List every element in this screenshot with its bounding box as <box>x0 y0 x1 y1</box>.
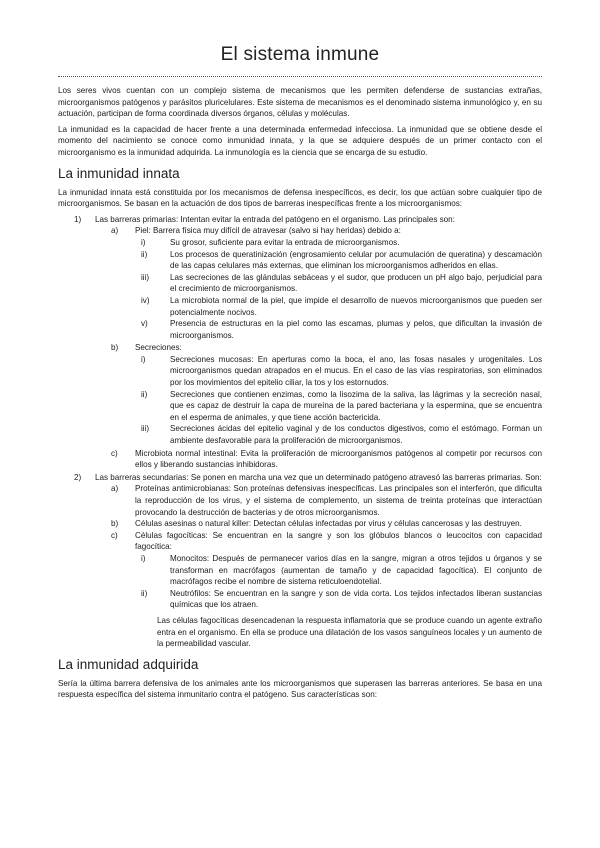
list-item <box>141 295 542 318</box>
list-text: Los procesos de queratinización (engrosamiento celular por acumulación de queratina) y descamación de las capas celulares más externas, que eliminan los microorganismos adheridos en ellas. <box>170 249 542 271</box>
list-item-secondary <box>74 472 542 484</box>
list-text: Piel: Barrera física muy difícil de atravesar (salvo si hay heridas) debido a: <box>135 226 401 236</box>
intro-paragraph-2: La inmunidad es la capacidad de hacer frente a una determinada enfermedad infecciosa. La inmunidad que se obtiene desde el momento del nacimiento se conoce como inmunidad innata, y la que se adquiere después de un primer contacto con el microorganismo es la inmunidad adquirida. La inmunología es la ciencia que se encarga de su estudio. <box>58 124 542 157</box>
title-divider <box>58 76 542 77</box>
list-marker: ii) <box>141 249 148 259</box>
list-marker: b) <box>111 519 119 529</box>
list-marker: iii) <box>141 272 150 282</box>
list-text: Secreciones que contienen enzimas, como la lisozima de la saliva, las lágrimas y la secreción nasal, que es capaz de destruir la capa de mureína de la pared bacteriana y la espermina, que se encuentra en el esperma de animales, y que tiene acción bactericida. <box>170 389 542 422</box>
list-item <box>141 237 542 249</box>
list-text: Proteínas antimicrobianas: Son proteínas defensivas inespecíficas. Las principales son el interferón, que dificulta la reproducción de los virus, y el sistema de complemento, un sistema de treinta proteínas que interactúan provocando la destrucción de bacterias y de otros microorganismos. <box>135 484 542 517</box>
list-marker: iii) <box>141 424 150 434</box>
acquired-heading: La inmunidad adquirida <box>58 656 199 672</box>
list-item-primary <box>74 214 542 226</box>
list-item <box>141 318 542 341</box>
list-item <box>111 483 542 518</box>
list-marker: c) <box>111 530 118 540</box>
list-item <box>111 530 542 553</box>
list-text: Secreciones: <box>135 343 182 353</box>
list-marker: b) <box>111 343 119 353</box>
list-text: Las barreras secundarias: Se ponen en marcha una vez que un determinado patógeno atravesó las barreras primarias. Son: <box>95 472 542 482</box>
list-marker: a) <box>111 484 119 494</box>
list-item <box>141 272 542 295</box>
list-text: Presencia de estructuras en la piel como las escamas, plumas y pelos, que dificultan la invasión de microorganismos. <box>170 319 542 340</box>
list-marker: a) <box>111 226 119 236</box>
list-marker: ii) <box>141 588 148 598</box>
list-item <box>141 354 542 389</box>
list-item-skin <box>111 225 542 237</box>
innate-intro: La inmunidad innata está constituida por los mecanismos de defensa inespecíficos, es decir, los que actúan sobre cualquier tipo de microorganismos. Se basan en la actuación de dos tipos de barreras inespecíficas frente a los microorganismos: <box>58 187 542 209</box>
list-item <box>141 423 542 446</box>
list-item <box>111 518 542 530</box>
list-marker: i) <box>141 553 146 563</box>
list-text: Su grosor, suficiente para evitar la entrada de microorganismos. <box>170 237 400 247</box>
list-text: Las secreciones de las glándulas sebáceas y el sudor, que producen un pH algo bajo, perjudicial para el crecimiento de microorganismos. <box>170 272 542 294</box>
list-text: Neutrófilos: Se encuentran en la sangre y son de vida corta. Los tejidos infectados liberan sustancias químicas que los atraen. <box>170 588 542 610</box>
intro-paragraph-1: Los seres vivos cuentan con un complejo sistema de mecanismos que les permiten defenderse de sustancias extrañas, microorganismos patógenos y parásitos pluricelulares. Este sistema de mecanismos es el denominado sistema inmunológico y, en su actuación, participan de forma coordinada diversos órganos, células y moléculas. <box>58 86 542 119</box>
list-item <box>141 553 542 588</box>
list-item <box>141 389 542 424</box>
list-text: Secreciones mucosas: En aperturas como la boca, el ano, las fosas nasales y urogenitales. Los microorganismos quedan atrapados en el mucus. En el caso de las vías respiratorias, son eliminados por los movimientos del epitelio ciliar, la tos y los estornudos. <box>170 354 542 388</box>
list-marker: v) <box>141 319 148 329</box>
acquired-intro: Sería la última barrera defensiva de los animales ante los microorganismos que superasen las barreras anteriores. Se basa en una respuesta específica del sistema inmunitario contra el patógeno. Sus características son: <box>58 678 542 700</box>
phagocytes-closing: Las células fagocíticas desencadenan la respuesta inflamatoria que se produce cuando un agente extraño entra en el organismo. En ella se produce una dilatación de los vasos sanguíneos locales y un aumento de la permeabilidad vascular. <box>157 615 542 649</box>
list-text: Células asesinas o natural killer: Detectan células infectadas por virus y células cancerosas y las destruyen. <box>135 519 522 529</box>
list-marker: 2) <box>74 472 82 482</box>
list-text: Microbiota normal intestinal: Evita la proliferación de microorganismos patógenos al competir por recursos con ellos y liberando sustancias inhibidoras. <box>135 448 542 470</box>
list-marker: iv) <box>141 295 150 305</box>
list-marker: c) <box>111 448 118 458</box>
page-title: El sistema inmune <box>220 44 380 65</box>
list-item <box>141 249 542 272</box>
list-item-secretions <box>111 342 542 354</box>
list-text: Secreciones ácidas del epitelio vaginal y de los conductos digestivos, como el estómago. Forman un ambiente desfavorable para la proliferación de microorganismos. <box>170 424 542 446</box>
list-text: Monocitos: Después de permanecer varios días en la sangre, migran a otros tejidos u órganos y se transforman en macrófagos (aumentan de tamaño y de capacidad fagocítica). El conjunto de macrófagos recibe el nombre de sistema reticuloendotelial. <box>170 553 542 587</box>
innate-heading: La inmunidad innata <box>58 165 180 181</box>
list-marker: i) <box>141 354 146 364</box>
list-item-microbiota <box>111 448 542 471</box>
list-marker: 1) <box>74 214 82 224</box>
list-text: La microbiota normal de la piel, que impide el desarrollo de nuevos microorganismos que pueden ser potencialmente nocivos. <box>170 295 542 317</box>
list-marker: ii) <box>141 389 148 399</box>
list-text: Las barreras primarias: Intentan evitar la entrada del patógeno en el organismo. Las principales son: <box>95 214 455 224</box>
list-marker: i) <box>141 237 146 247</box>
list-text: Células fagocíticas: Se encuentran en la sangre y son los glóbulos blancos o leucocitos con capacidad fagocítica: <box>135 530 542 552</box>
list-item <box>141 588 542 611</box>
